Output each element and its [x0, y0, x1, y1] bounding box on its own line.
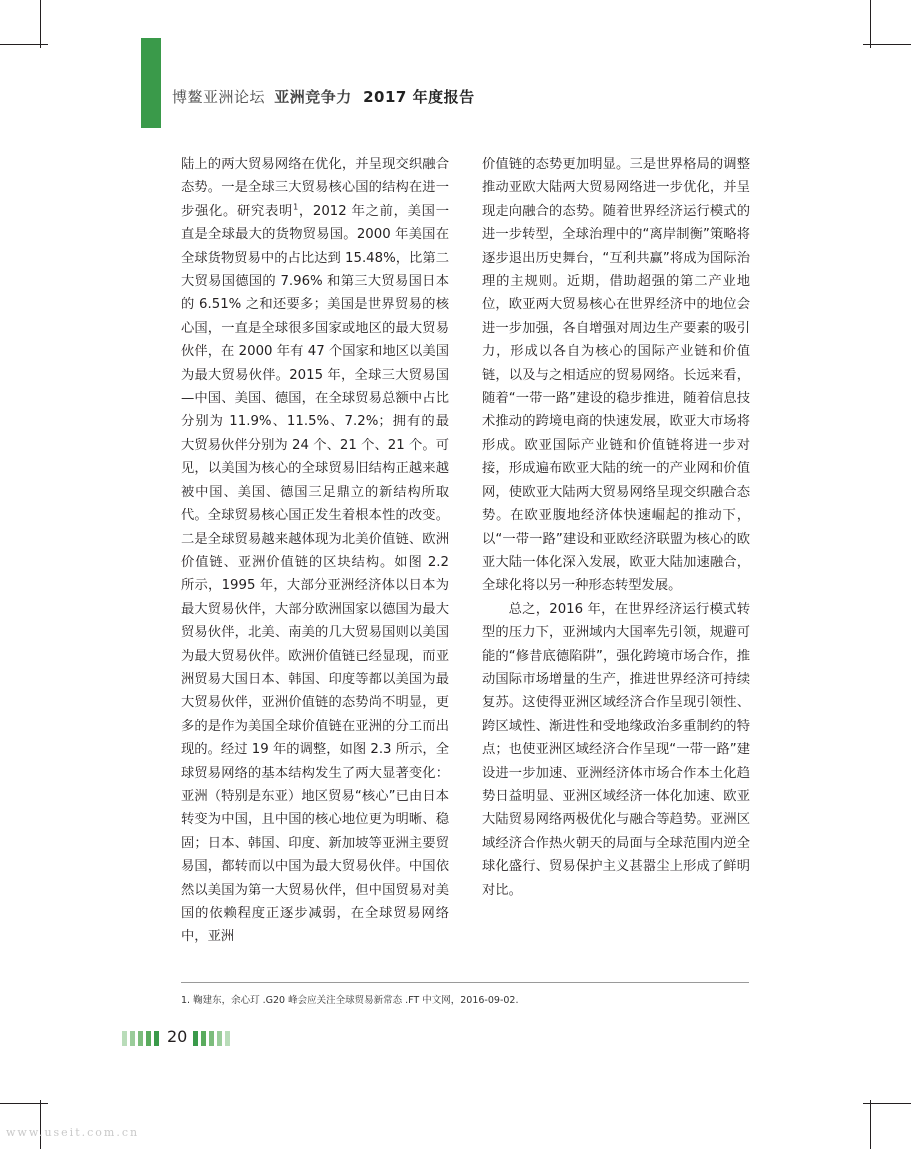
page-number-bar-right	[193, 1031, 230, 1046]
footnote: 1. 鞠建东，余心玎 .G20 峰会应关注全球贸易新常态 .FT 中文网，2016-09-02.	[181, 995, 519, 1006]
book-title: 亚洲竞争力	[274, 88, 352, 106]
forum-name: 博鳌亚洲论坛	[172, 88, 266, 106]
page-number: 20	[167, 1027, 188, 1046]
right-column	[482, 153, 750, 902]
watermark: www.useit.com.cn	[6, 1126, 140, 1139]
paragraph	[181, 153, 449, 949]
footnote-ref[interactable]: 1	[293, 202, 299, 212]
year-report: 2017 年度报告	[363, 88, 475, 106]
left-column	[181, 153, 449, 949]
crop-mark	[870, 0, 871, 48]
crop-mark	[40, 1100, 41, 1149]
paragraph-text: 陆上的两大贸易网络在优化，并呈现交织融合态势。一是全球三大贸易核心国的结构在进一步强化。研究表明	[181, 157, 449, 219]
paragraph: 总之，2016 年，在世界经济运行模式转型的压力下，亚洲域内大国率先引领，规避可能的“修昔底德陷阱”，强化跨境市场合作，推动国际市场增量的生产，推进世界经济可持续复苏。这使得亚洲区域经济合作呈现引领性、跨区域性、渐进性和受地缘政治多重制约的特点；也使亚洲区域经济合作呈现“一带一路”建设进一步加速、亚洲经济体市场合作本土化趋势日益明显、亚洲区域经济一体化加速、欧亚大陆贸易网络两极优化与融合等趋势。亚洲区域经济合作热火朝天的局面与全球范围内逆全球化盛行、贸易保护主义甚嚣尘上形成了鲜明对比。	[482, 601, 750, 898]
header-accent-bar	[141, 38, 161, 128]
paragraph-text: ，2012 年之前，美国一直是全球最大的货物贸易国。2000 年美国在全球货物贸易中的占比达到 15.48%，比第二大贸易国德国的 7.96% 和第三大贸易国日本的 6.51% 之和还要多；美国是世界贸易的核心国，一直是全球很多国家或地区的最大贸易伙伴，在 2000 年有 47 个国家和地区以美国为最大贸易伙伴。2015 年，全球三大贸易国—中国、美国、德国，在全球贸易总额中占比分别为 11.9%、11.5%、7.2%；拥有的最大贸易伙伴分别为 24 个、21 个、21 个。可见，以美国为核心的全球贸易旧结构正越来越被中国、美国、德国三足鼎立的新结构所取代。全球贸易核心国正发生着根本性的改变。二是全球贸易越来越体现为北美价值链、欧洲价值链、亚洲价值链的区块结构。如图 2.2 所示，1995 年，大部分亚洲经济体以日本为最大贸易伙伴，大部分欧洲国家以德国为最大贸易伙伴，北美、南美的几大贸易国则以美国为最大贸易伙伴。欧洲价值链已经显现，而亚洲贸易大国日本、韩国、印度等都以美国为最大贸易伙伴，亚洲价值链的态势尚不明显，更多的是作为美国全球价值链在亚洲的分工而出现的。经过 19 年的调整，如图 2.3 所示，全球贸易网络的基本结构发生了两大显著变化：亚洲（特别是东亚）地区贸易“核心”已由日本转变为中国，且中国的核心地位更为明晰、稳固；日本、韩国、印度、新加坡等亚洲主要贸易国，都转而以中国为最大贸易伙伴。中国依然以美国为第一大贸易伙伴，但中国贸易对美国的依赖程度正逐步减弱，在全球贸易网络中，亚洲	[181, 203, 449, 945]
crop-mark	[40, 0, 41, 48]
running-header	[172, 86, 475, 107]
crop-mark	[870, 1100, 871, 1149]
page-number-bar-left	[122, 1031, 159, 1046]
footnote-divider	[181, 982, 749, 983]
paragraph: 价值链的态势更加明显。三是世界格局的调整推动亚欧大陆两大贸易网络进一步优化，并呈现走向融合的态势。随着世界经济运行模式的进一步转型，全球治理中的“离岸制衡”策略将逐步退出历史舞台，“互利共赢”将成为国际治理的主规则。近期，借助超强的第二产业地位，欧亚两大贸易核心在世界经济中的地位会进一步加强，各自增强对周边生产要素的吸引力，形成以各自为核心的国际产业链和价值链，以及与之相适应的贸易网络。长远来看，随着“一带一路”建设的稳步推进，随着信息技术推动的跨境电商的快速发展，欧亚大市场将形成。欧亚国际产业链和价值链将进一步对接，形成遍布欧亚大陆的统一的产业网和价值网，使欧亚大陆两大贸易网络呈现交织融合态势。在欧亚腹地经济体快速崛起的推动下，以“一带一路”建设和亚欧经济联盟为核心的欧亚大陆一体化深入发展，欧亚大陆加速融合，全球化将以另一种形态转型发展。	[482, 157, 750, 594]
